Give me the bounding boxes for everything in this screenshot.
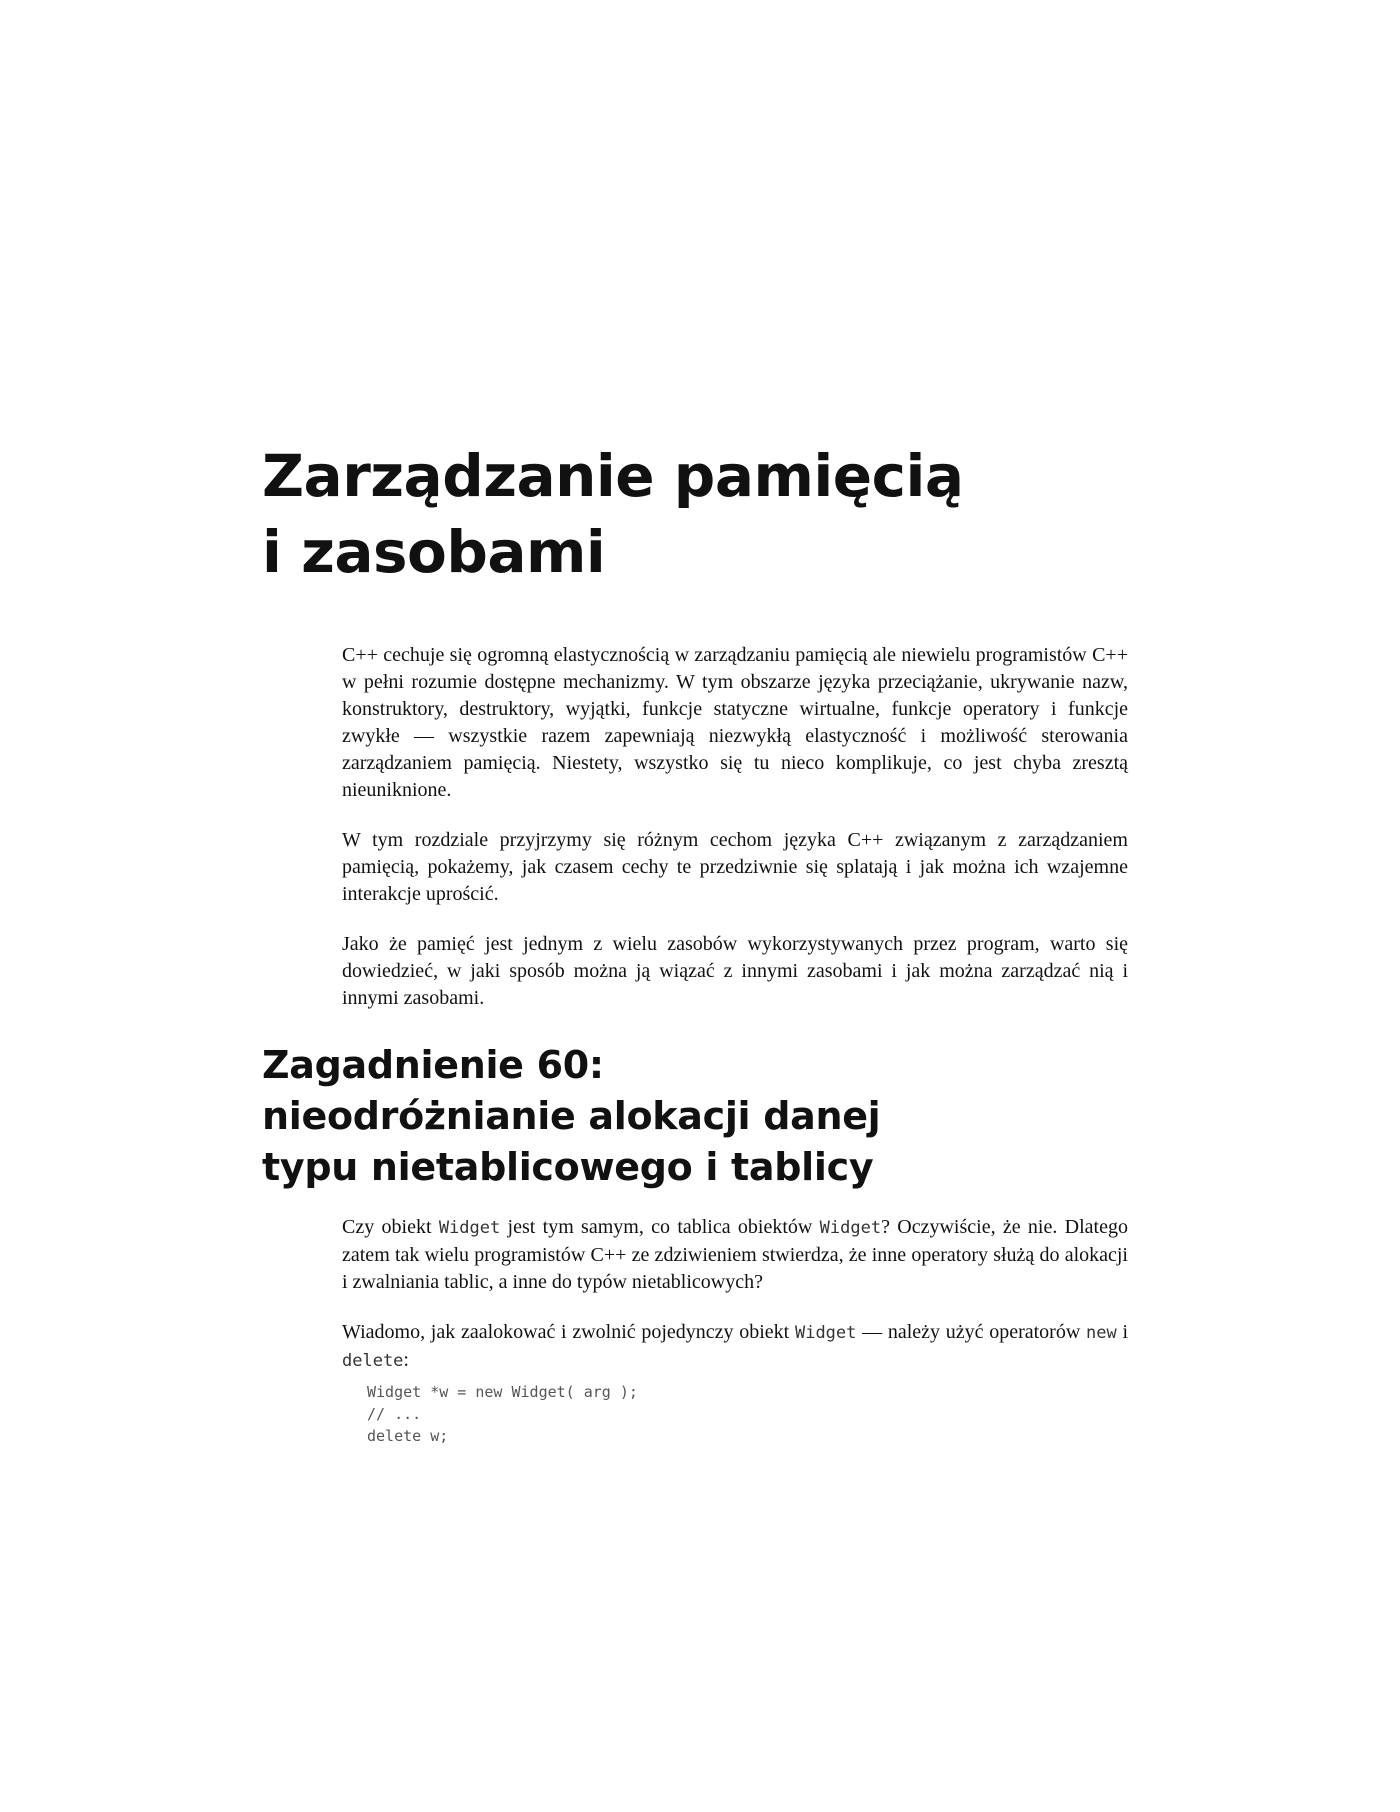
chapter-title <box>262 438 1262 590</box>
section-title-line-2: nieodróżnianie alokacji danej <box>262 1094 881 1138</box>
inline-code: Widget <box>794 1323 857 1343</box>
section-paragraph-1 <box>342 1214 1128 1296</box>
chapter-intro <box>342 642 1128 1035</box>
section-body <box>342 1214 1128 1447</box>
text-run: Wiadomo, jak zaalokować i zwolnić pojedynczy obiekt <box>342 1321 795 1343</box>
inline-code: new <box>1086 1323 1117 1343</box>
text-run: ? Oczywiście, że nie. Dlatego zatem tak wielu programistów C++ ze zdziwieniem stwierdza, że inne operatory służą do alokacji i zwalniania tablic, a inne do typów nietablicowych? <box>342 1216 1128 1293</box>
code-line: // ... <box>367 1405 422 1423</box>
inline-code: Widget <box>819 1218 882 1238</box>
intro-paragraph-1: C++ cechuje się ogromną elastycznością w zarządzaniu pamięcią ale niewielu programistów C++ w pełni rozumie dostępne mechanizmy. W tym obszarze języka przeciążanie, ukrywanie nazw, konstruktory, destruktory, wyjątki, funkcje statyczne wirtualne, funkcje operatory i funkcje zwykłe — wszystkie razem zapewniają niezwykłą elastyczność i możliwość sterowania zarządzaniem pamięcią. Niestety, wszystko się tu nieco komplikuje, co jest chyba zresztą nieuniknione. <box>342 644 1128 801</box>
intro-paragraph-2: W tym rozdziale przyjrzymy się różnym cechom języka C++ związanym z zarządzaniem pamięcią, pokażemy, jak czasem cechy te przedziwnie się splatają i jak można ich wzajemne interakcje uprościć. <box>342 829 1128 905</box>
text-run: jest tym samym, co tablica obiektów <box>500 1216 820 1238</box>
chapter-title-line-1: Zarządzanie pamięcią <box>262 442 964 510</box>
inline-code: Widget <box>438 1218 501 1238</box>
code-line: delete w; <box>367 1427 449 1445</box>
text-run: — należy użyć operatorów <box>856 1321 1086 1343</box>
text-run: i <box>1116 1321 1128 1343</box>
section-title-line-1: Zagadnienie 60: <box>262 1043 604 1087</box>
text-run: : <box>403 1349 409 1371</box>
section-title-line-3: typu nietablicowego i tablicy <box>262 1145 874 1189</box>
text-run: Czy obiekt <box>342 1216 439 1238</box>
inline-code: delete <box>342 1351 404 1371</box>
section-paragraph-2 <box>342 1319 1128 1375</box>
section-title <box>262 1040 1262 1193</box>
code-line: Widget *w = new Widget( arg ); <box>367 1383 638 1401</box>
intro-paragraph-3: Jako że pamięć jest jednym z wielu zasobów wykorzystywanych przez program, warto się dowiedzieć, w jaki sposób można ją wiązać z innymi zasobami i jak można zarządzać nią i innymi zasobami. <box>342 933 1128 1009</box>
chapter-title-line-2: i zasobami <box>262 518 606 586</box>
code-block <box>367 1381 1128 1447</box>
